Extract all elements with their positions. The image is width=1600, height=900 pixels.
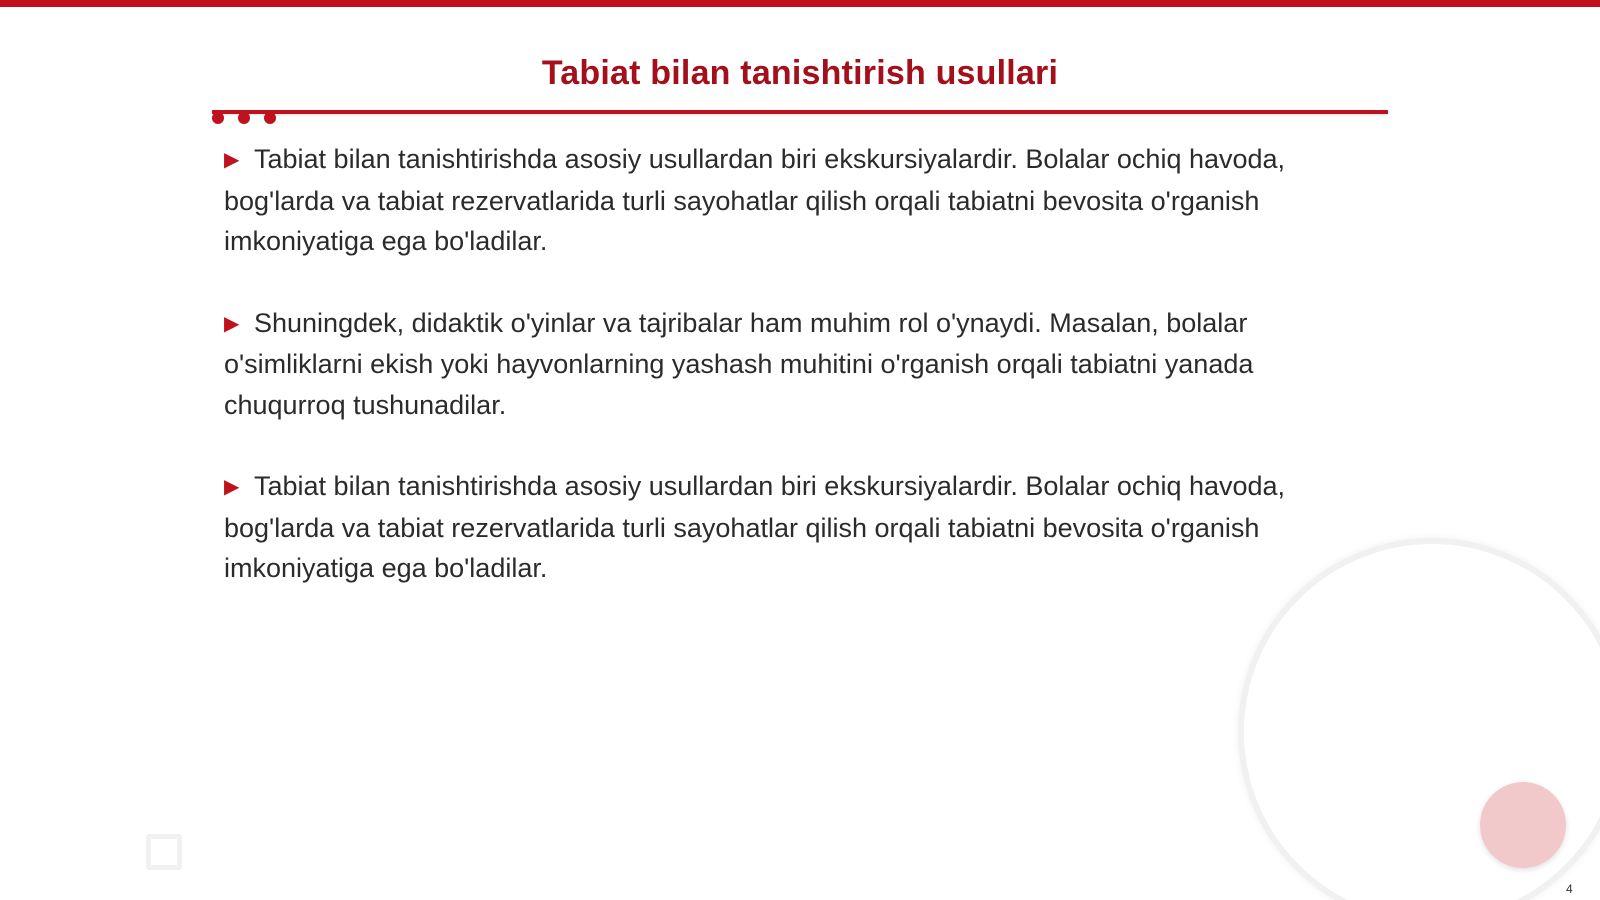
bullet-text: Tabiat bilan tanishtirishda asosiy usullardan biri ekskursiyalardir. Bolalar ochiq havoda, bog'larda va tabiat rezervatlarida turli sayohatlar qilish orqali tabiatni bevosita o'rganish imkoniyatiga ega bo'ladilar. <box>224 144 1286 256</box>
decor-dot <box>238 112 250 124</box>
bullet-text: Shuningdek, didaktik o'yinlar va tajribalar ham muhim rol o'ynaydi. Masalan, bolalar o'simliklarni ekish yoki hayvonlarning yashash muhitini o'rganish orqali tabiatni yanada chuqurroq tushunadilar. <box>224 307 1254 420</box>
decor-square <box>146 834 182 870</box>
bullet-item <box>224 139 1344 262</box>
decor-circle-pink <box>1480 782 1566 868</box>
bullet-item <box>224 466 1344 589</box>
bullet-arrow-icon: ▶ <box>224 149 240 171</box>
bullet-arrow-icon: ▶ <box>224 312 240 335</box>
page-number: 4 <box>1566 882 1573 896</box>
bullet-list <box>224 139 1344 630</box>
bullet-arrow-icon: ▶ <box>224 476 240 498</box>
decor-dot <box>264 112 276 124</box>
top-accent-bar <box>0 0 1600 7</box>
bullet-text: Tabiat bilan tanishtirishda asosiy usullardan biri ekskursiyalardir. Bolalar ochiq havoda, bog'larda va tabiat rezervatlarida turli sayohatlar qilish orqali tabiatni bevosita o'rganish imkoniyatiga ega bo'ladilar. <box>224 471 1286 583</box>
slide-title: Tabiat bilan tanishtirish usullari <box>541 54 1059 92</box>
decor-dot <box>212 112 224 124</box>
bullet-item <box>224 303 1344 426</box>
title-underline <box>212 110 1388 114</box>
